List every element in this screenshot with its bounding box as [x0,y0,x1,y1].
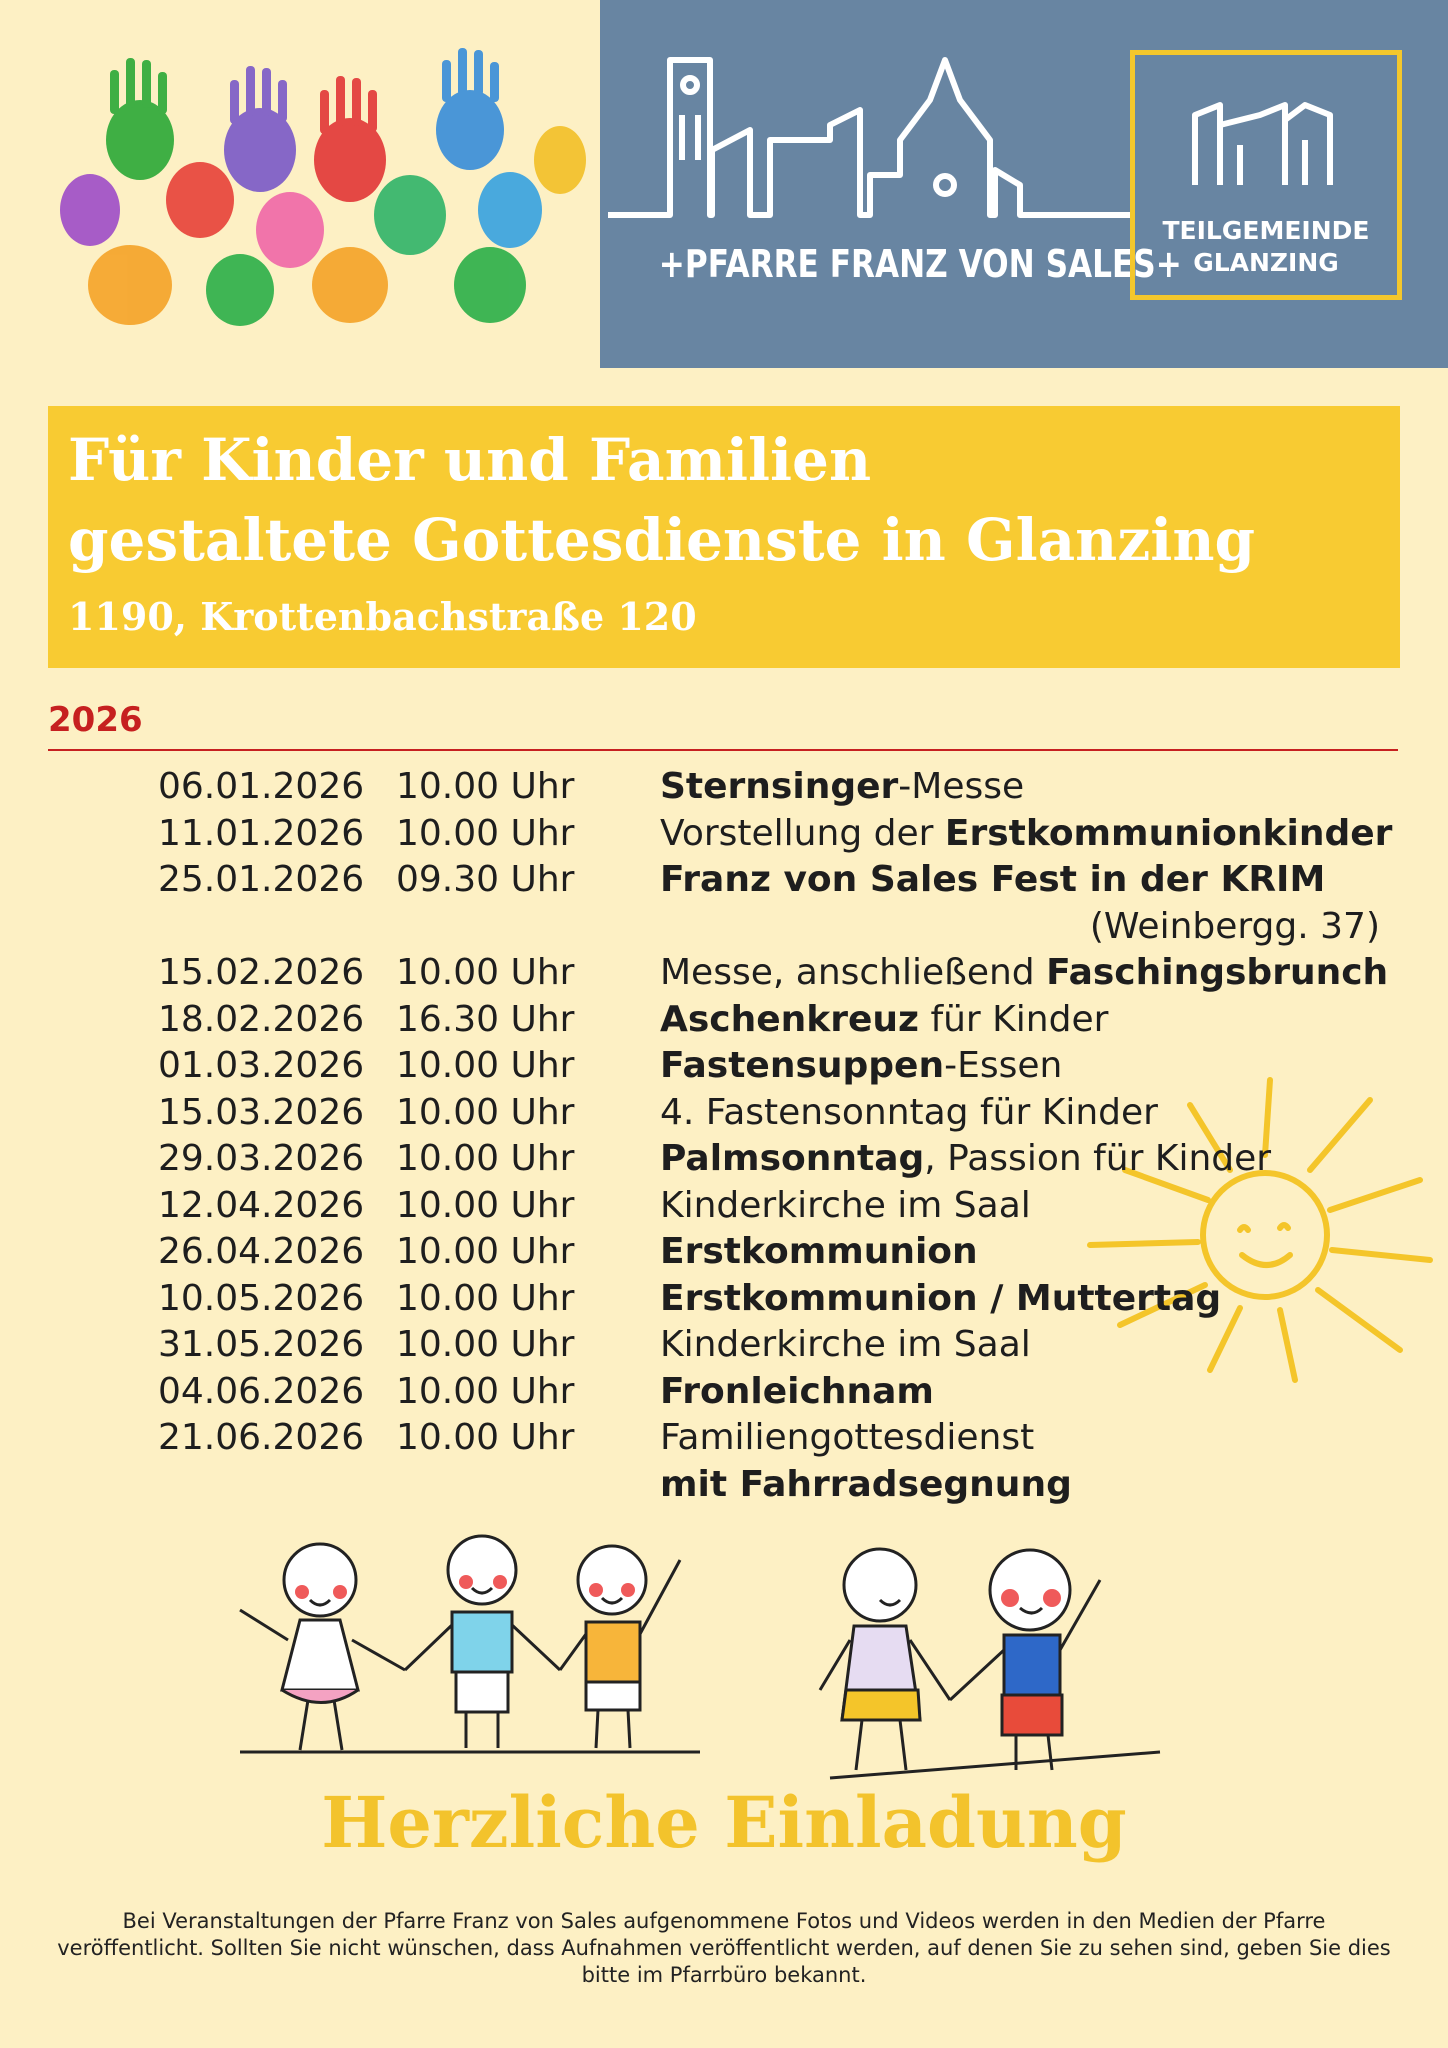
sub-parish-label: TEILGEMEINDE [1162,216,1370,245]
event-title [660,1415,1034,1462]
event-title [660,857,1325,904]
event-row [0,764,1448,811]
event-title-text: 4. Fastensonntag für Kinder [660,1091,1158,1133]
year-heading: 2026 [48,700,143,740]
event-title-text: -Messe [898,766,1025,807]
event-title-highlight: Erstkommunionkinder [944,812,1393,854]
event-date: 15.03.2026 [158,1091,365,1133]
event-time: 10.00 Uhr [396,952,575,993]
event-row [0,857,1448,904]
sub-parish-name: GLANZING [1193,248,1339,277]
event-title-highlight: Sternsinger [660,766,899,807]
event-title [660,1322,1031,1369]
event-row [0,811,1448,858]
event-title-highlight: Fronleichnam [660,1370,934,1412]
event-time: 10.00 Uhr [396,766,575,807]
event-row [0,1136,1448,1183]
event-row [0,904,1448,951]
event-date: 29.03.2026 [158,1138,365,1179]
event-title [660,1229,978,1276]
sub-parish-badge [1130,50,1402,300]
event-title [660,1136,1271,1183]
invitation-heading: Herzliche Einladung [321,1781,1127,1864]
event-title-text: , Passion für Kinder [924,1138,1272,1179]
event-title-highlight: mit Fahrradsegnung [660,1463,1072,1505]
event-title-text: Vorstellung der [660,812,945,854]
photo-consent-notice: Bei Veranstaltungen der Pfarre Franz von Sales aufgenommene Fotos und Videos werden in den Medien der Pfarre veröffentlicht. Sollten Sie nicht wünschen, dass Aufnahmen veröffentlicht werden, auf denen Sie zu sehen sind, geben Sie dies bitte im Pfarrbüro bekannt. [57,1909,1391,1987]
event-row [0,1415,1448,1462]
event-time: 10.00 Uhr [396,1184,575,1226]
event-title [660,811,1392,858]
event-date: 18.02.2026 [158,998,365,1040]
event-title [660,950,1388,997]
title-box [48,406,1400,668]
event-title-text: für Kinder [919,998,1109,1040]
event-time: 10.00 Uhr [396,1138,575,1179]
event-title-highlight: Franz von Sales Fest in der KRIM [660,859,1326,900]
year-divider [48,749,1398,751]
event-time: 09.30 Uhr [396,859,575,900]
event-title-text: Kinderkirche im Saal [660,1184,1031,1226]
event-row [0,950,1448,997]
parish-name: +PFARRE FRANZ VON SALES+ [658,242,1182,286]
event-title-text: Kinderkirche im Saal [660,1324,1031,1365]
event-date: 10.05.2026 [158,1277,365,1319]
event-title-highlight: Fastensuppen [660,1045,945,1086]
event-time: 10.00 Uhr [396,1370,575,1412]
event-schedule [0,764,1448,1508]
event-date: 12.04.2026 [158,1184,365,1226]
event-date: 04.06.2026 [158,1370,365,1412]
event-title [660,1043,1062,1090]
event-title-highlight: Palmsonntag [660,1138,925,1179]
event-row [0,1229,1448,1276]
event-time: 10.00 Uhr [396,1324,575,1365]
event-row [0,997,1448,1044]
event-title-highlight: Erstkommunion [660,1231,978,1272]
event-date: 01.03.2026 [158,1045,365,1086]
event-date: 06.01.2026 [158,766,365,807]
event-date: 31.05.2026 [158,1324,365,1365]
event-date: 26.04.2026 [158,1231,365,1272]
event-title-text: Familiengottesdienst [660,1417,1035,1458]
event-row [0,1090,1448,1137]
event-time: 10.00 Uhr [396,1417,575,1458]
event-date: 11.01.2026 [158,812,365,854]
event-title [660,1183,1031,1230]
event-title [660,1090,1158,1137]
event-row [0,1462,1448,1509]
address: 1190, Krottenbachstraße 120 [68,594,697,639]
event-title [660,997,1108,1044]
event-date: 25.01.2026 [158,859,365,900]
event-time: 10.00 Uhr [396,1091,575,1133]
event-row [0,1183,1448,1230]
event-time: 10.00 Uhr [396,1045,575,1086]
church-outline-icon [1185,85,1345,195]
title-line-2: gestaltete Gottesdienste in Glanzing [68,506,1256,574]
event-title-text: -Essen [944,1045,1063,1086]
event-title-text: Messe, anschließend [660,952,1047,993]
event-title [660,1369,934,1416]
event-title [660,764,1024,811]
event-row [0,1322,1448,1369]
event-title [660,1462,1072,1509]
event-title [660,1276,1221,1323]
children-illustration [230,1530,1190,1800]
event-row [0,1043,1448,1090]
event-time: 16.30 Uhr [396,998,575,1040]
event-title-highlight: Erstkommunion / Muttertag [660,1277,1222,1319]
event-title-highlight: Aschenkreuz [660,998,919,1040]
event-location-note: (Weinbergg. 37) [1089,905,1380,947]
event-time: 10.00 Uhr [396,812,575,854]
church-skyline-logo [600,40,1140,240]
event-date: 21.06.2026 [158,1417,365,1458]
event-row [0,1276,1448,1323]
event-date: 15.02.2026 [158,952,365,993]
event-time: 10.00 Uhr [396,1277,575,1319]
event-time: 10.00 Uhr [396,1231,575,1272]
title-line-1: Für Kinder und Familien [68,426,872,494]
event-title-highlight: Faschingsbrunch [1046,952,1389,993]
event-row [0,1369,1448,1416]
hand-prints-illustration [50,40,590,340]
